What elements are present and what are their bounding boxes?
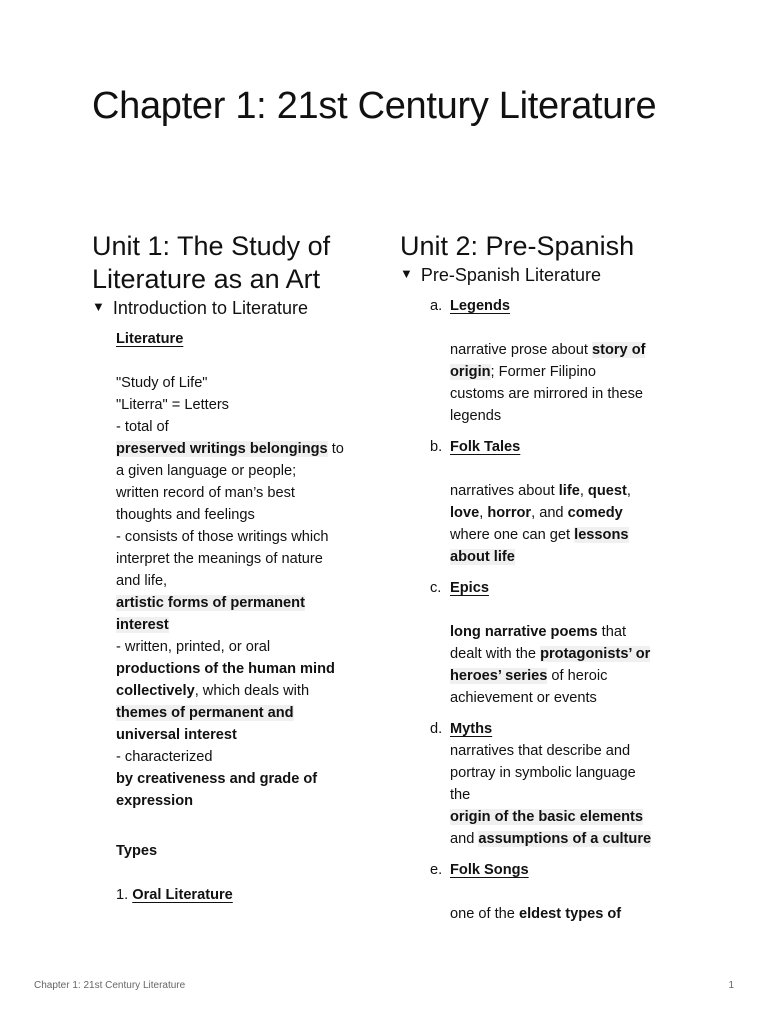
- bold-text: quest: [587, 483, 627, 499]
- text-span: one of the: [450, 906, 519, 922]
- list-item-legends: [400, 295, 690, 427]
- text-span: ,: [479, 505, 488, 521]
- triangle-down-icon: ▼: [400, 266, 413, 281]
- text-span: to: [327, 441, 344, 457]
- highlight: heroes’ series: [450, 668, 548, 684]
- text-span: dealt with the: [450, 646, 541, 662]
- text-line: thoughts and feelings: [116, 507, 255, 523]
- types-heading: Types: [116, 843, 158, 859]
- introduction-body: [116, 328, 372, 906]
- page-number: 1: [728, 980, 734, 991]
- text-span: , and: [531, 505, 568, 521]
- highlight: preserved writings belongings: [116, 441, 328, 457]
- highlight: origin of the basic elements: [450, 809, 644, 825]
- text-line: - consists of those writings which: [116, 529, 329, 545]
- highlight: about life: [450, 549, 515, 565]
- highlight: interest: [116, 617, 169, 633]
- bold-text: comedy: [567, 505, 623, 521]
- page-footer: [34, 980, 734, 991]
- text-line: and life,: [116, 573, 168, 589]
- bold-text: horror: [487, 505, 532, 521]
- text-span: , which deals with: [194, 683, 310, 699]
- text-line: portray in symbolic language: [450, 765, 636, 781]
- bold-text: by creativeness and grade of: [116, 771, 318, 787]
- item-title: Folk Songs: [450, 862, 529, 878]
- text-line: customs are mirrored in these: [450, 386, 644, 402]
- text-line: - total of: [116, 419, 169, 435]
- list-item-folk-tales: [400, 436, 690, 568]
- item-title: Myths: [450, 721, 493, 737]
- toggle-introduction-to-literature[interactable]: [92, 296, 372, 320]
- pre-spanish-list: [400, 295, 690, 925]
- list-marker: c.: [430, 580, 442, 596]
- toggle-label: Introduction to Literature: [112, 298, 308, 318]
- bold-text: productions of the human mind: [116, 661, 335, 677]
- text-span: ,: [626, 483, 631, 499]
- bold-text: collectively: [116, 683, 195, 699]
- bold-text: long narrative poems: [450, 624, 598, 640]
- highlight: origin: [450, 364, 491, 380]
- highlight: story of: [591, 342, 646, 358]
- list-item-myths: [400, 718, 690, 850]
- item-title: Folk Tales: [450, 439, 521, 455]
- highlight: protagonists’ or: [540, 646, 651, 662]
- highlight: lessons: [574, 527, 629, 543]
- text-line: narratives that describe and: [450, 743, 631, 759]
- text-span: and: [450, 831, 479, 847]
- list-marker: 1.: [116, 887, 129, 903]
- text-line: the: [450, 787, 471, 803]
- text-span: narratives about: [450, 483, 559, 499]
- text-line: a given language or people;: [116, 463, 297, 479]
- toggle-label: Pre-Spanish Literature: [420, 265, 601, 285]
- text-line: written record of man’s best: [116, 485, 295, 501]
- text-line: legends: [450, 408, 502, 424]
- unit-2-column: [400, 230, 690, 925]
- text-line: "Literra" = Letters: [116, 397, 229, 413]
- text-span: ,: [579, 483, 588, 499]
- footer-title: Chapter 1: 21st Century Literature: [34, 980, 186, 991]
- bold-text: eldest types of: [518, 906, 622, 922]
- bold-text: love: [450, 505, 480, 521]
- text-span: that: [597, 624, 627, 640]
- list-marker: d.: [430, 721, 443, 737]
- text-span: where one can get: [450, 527, 575, 543]
- page-title: Chapter 1: 21st Century Literature: [92, 85, 657, 127]
- text-span: ; Former Filipino: [490, 364, 596, 380]
- unit-2-title: Unit 2: Pre-Spanish: [400, 231, 635, 261]
- bold-text: universal interest: [116, 727, 237, 743]
- text-line: achievement or events: [450, 690, 597, 706]
- text-line: "Study of Life": [116, 375, 208, 391]
- text-line: interpret the meanings of nature: [116, 551, 323, 567]
- text-line: - written, printed, or oral: [116, 639, 271, 655]
- unit-1-title: Unit 1: The Study of Literature as an Art: [92, 231, 331, 294]
- text-line: - characterized: [116, 749, 213, 765]
- text-span: of heroic: [547, 668, 608, 684]
- list-marker: b.: [430, 439, 443, 455]
- bold-text: life: [558, 483, 580, 499]
- oral-literature-heading: Oral Literature: [132, 887, 233, 903]
- list-item-folk-songs: [400, 859, 690, 925]
- literature-heading: Literature: [116, 331, 184, 347]
- list-marker: e.: [430, 862, 443, 878]
- triangle-down-icon: ▼: [92, 299, 105, 314]
- highlight: artistic forms of permanent: [116, 595, 305, 611]
- item-title: Epics: [450, 580, 489, 596]
- item-title: Legends: [450, 298, 511, 314]
- toggle-pre-spanish-literature[interactable]: [400, 263, 690, 287]
- list-item-epics: [400, 577, 690, 709]
- unit-1-column: [92, 230, 372, 906]
- list-marker: a.: [430, 298, 443, 314]
- highlight: assumptions of a culture: [478, 831, 652, 847]
- highlight: themes of permanent and: [116, 705, 294, 721]
- bold-text: expression: [116, 793, 194, 809]
- text-span: narrative prose about: [450, 342, 592, 358]
